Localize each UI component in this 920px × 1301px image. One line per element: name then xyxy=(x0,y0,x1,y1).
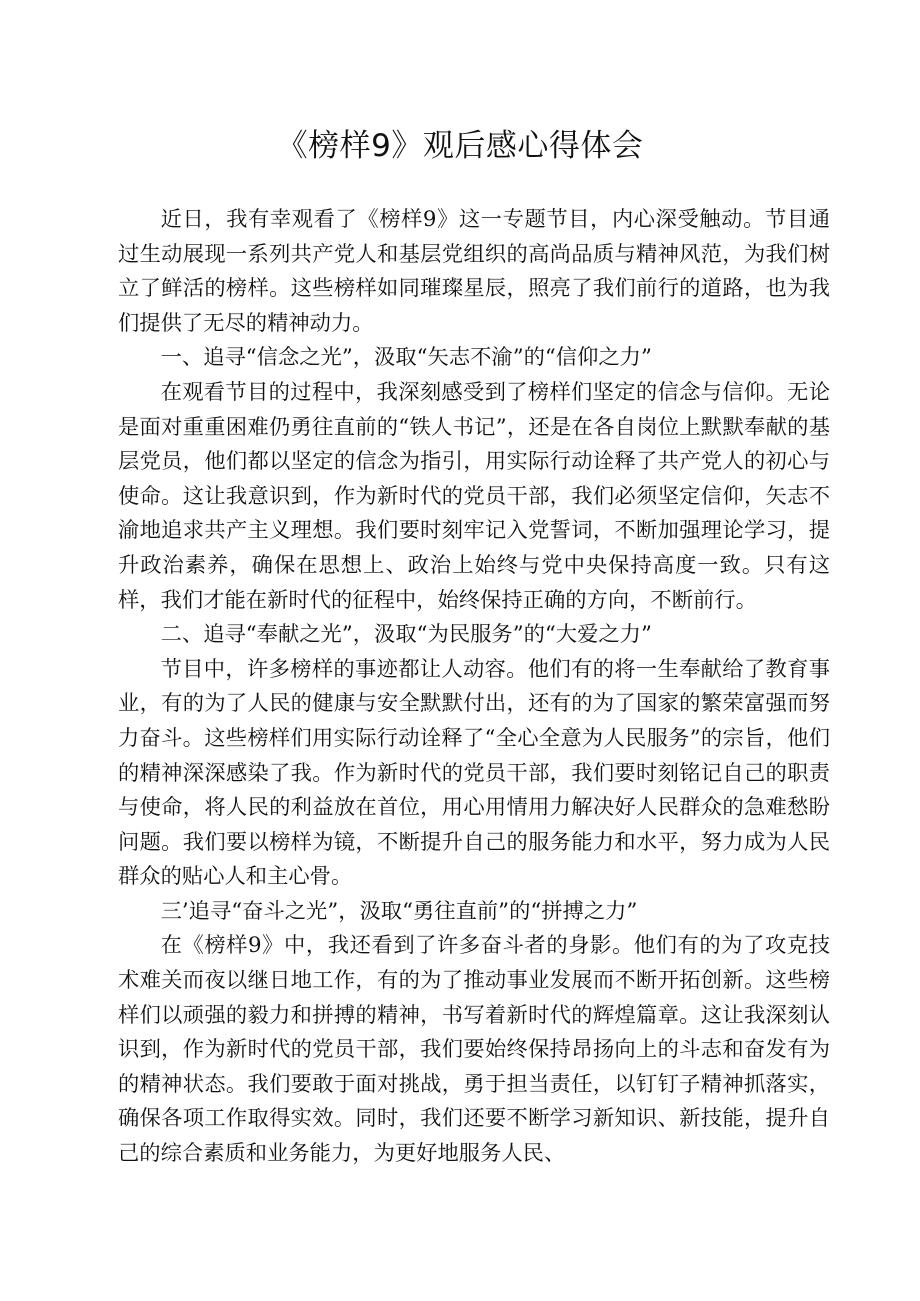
section-paragraph-2: 节目中，许多榜样的事迹都让人动容。他们有的将一生奉献给了教育事业，有的为了人民的健康与安全默默付出，还有的为了国家的繁荣富强而努力奋斗。这些榜样们用实际行动诠释了“全心全意为人民服务”的宗旨，他们的精神深深感染了我。作为新时代的党员干部，我们要时刻铭记自己的职责与使命，将人民的利益放在首位，用心用情用力解决好人民群众的急难愁盼问题。我们要以榜样为镜，不断提升自己的服务能力和水平，努力成为人民群众的贴心人和主心骨。 xyxy=(118,656,830,890)
section-paragraph-1: 在观看节目的过程中，我深刻感受到了榜样们坚定的信念与信仰。无论是面对重重困难仍勇往直前的“铁人书记”，还是在各自岗位上默默奉献的基层党员，他们都以坚定的信念为指引，用实际行动诠释了共产党人的初心与使命。这让我意识到，作为新时代的党员干部，我们必须坚定信仰，矢志不渝地追求共产主义理想。我们要时刻牢记入党誓词，不断加强理论学习，提升政治素养，确保在思想上、政治上始终与党中央保持高度一致。只有这样，我们才能在新时代的征程中，始终保持正确的方向，不断前行。 xyxy=(118,379,830,613)
intro-paragraph: 近日，我有幸观看了《榜样9》这一专题节目，内心深受触动。节目通过生动展现一系列共产党人和基层党组织的高尚品质与精神风范，为我们树立了鲜活的榜样。这些榜样如同璀璨星辰，照亮了我们前行的道路，也为我们提供了无尽的精神动力。 xyxy=(118,207,830,336)
section-paragraph-3: 在《榜样9》中，我还看到了许多奋斗者的身影。他们有的为了攻克技术难关而夜以继日地工作，有的为了推动事业发展而不断开拓创新。这些榜样们以顽强的毅力和拼搏的精神，书写着新时代的辉煌篇章。这让我深刻认识到，作为新时代的党员干部，我们要始终保持昂扬向上的斗志和奋发有为的精神状态。我们要敢于面对挑战，勇于担当责任，以钉钉子精神抓落实，确保各项工作取得实效。同时，我们还要不断学习新知识、新技能，提升自己的综合素质和业务能力，为更好地服务人民、 xyxy=(118,933,830,1167)
section-heading-2: 二、追寻“奉献之光”，汲取“为民服务”的“大爱之力” xyxy=(160,622,652,648)
document-body xyxy=(118,203,830,1172)
document-title: 《榜样9》观后感心得体会 xyxy=(276,128,644,164)
section-heading-1: 一、追寻“信念之光”，汲取“矢志不渝”的“信仰之力” xyxy=(160,345,652,371)
section-heading-3: 三’追寻“奋斗之光”，汲取“勇往直前”的“拼搏之力” xyxy=(160,898,638,924)
